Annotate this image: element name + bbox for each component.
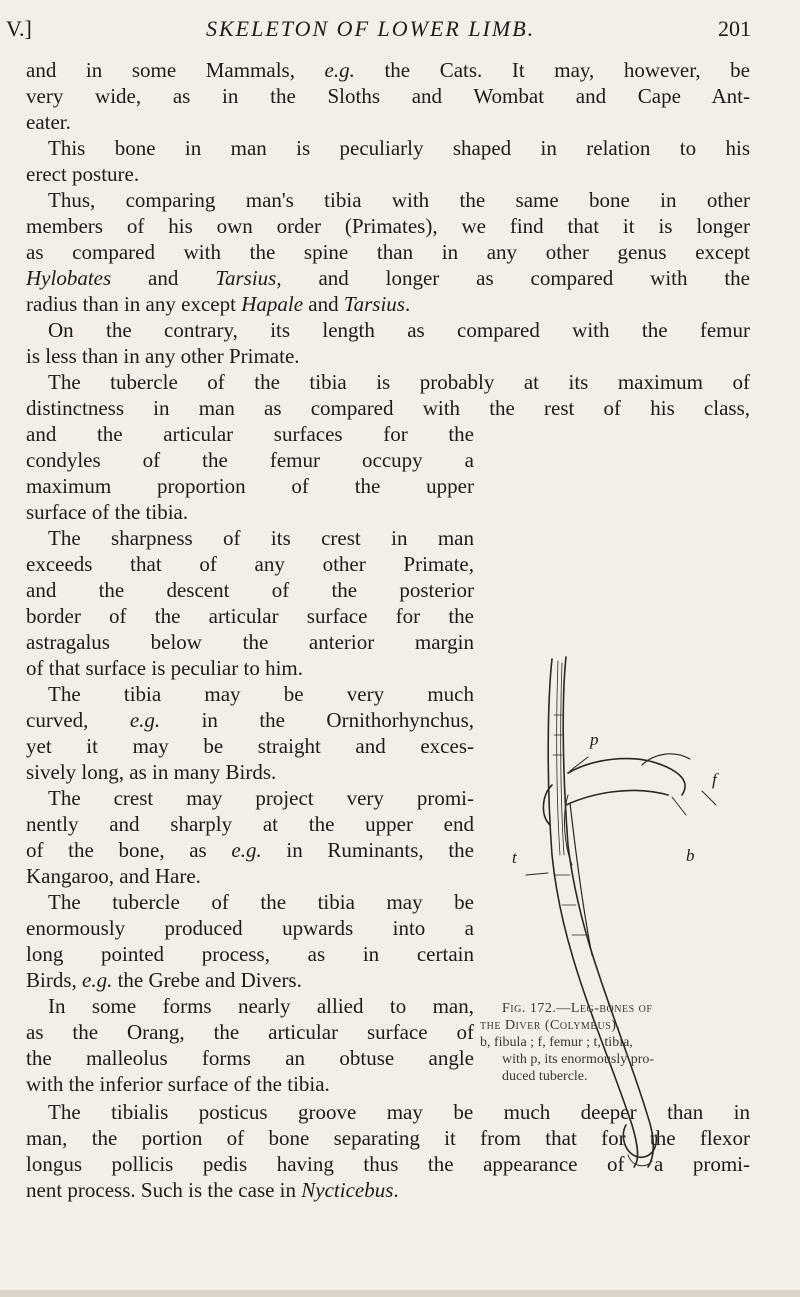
text-line — [26, 58, 750, 83]
text-run-italic: e.g. — [231, 838, 262, 862]
running-header — [6, 16, 751, 46]
text-run: in Ruminants, the — [261, 838, 474, 862]
text-line: The tibia may be very much — [48, 682, 474, 706]
running-title: SKELETON OF LOWER LIMB. — [206, 16, 536, 41]
section-number: V.] — [6, 16, 32, 41]
text-run-italic: Hylobates — [26, 266, 112, 290]
text-line: erect posture. — [26, 162, 140, 186]
text-line: distinctness in man as compared with the rest of his class, — [26, 396, 750, 420]
text-line — [26, 838, 474, 863]
text-line: and the articular surfaces for the — [26, 422, 474, 446]
text-line: as compared with the spine than in any other genus except — [26, 240, 750, 264]
text-run-italic: Tarsius — [343, 292, 405, 316]
caption-line: Fig. 172.—Leg-bones of — [502, 1001, 653, 1016]
femur-outline-bottom — [566, 790, 668, 805]
caption-line: with p, its enormously pro- — [502, 1052, 655, 1067]
text-run: of the bone, as — [26, 838, 232, 862]
text-line: eater. — [26, 110, 71, 134]
text-run: in the Ornithorhynchus, — [160, 708, 474, 732]
text-line: as the Orang, the articular surface of — [26, 1020, 474, 1044]
leg-bones-figure — [522, 640, 750, 1190]
page-edge — [0, 1290, 800, 1297]
text-run-italic: Hapale — [241, 292, 304, 316]
leader-line-b — [672, 797, 686, 815]
text-line — [26, 968, 474, 993]
text-line: The tubercle of the tibia may be — [48, 890, 474, 914]
text-line: members of his own order (Primates), we find that it is longer — [26, 214, 750, 238]
text-line — [26, 708, 474, 733]
text-run: . — [404, 292, 411, 316]
text-run: . — [393, 1178, 399, 1202]
text-line: Kangaroo, and Hare. — [26, 864, 201, 888]
knee-outline — [543, 785, 552, 825]
text-line: The tubercle of the tibia is probably at its maximum of — [48, 370, 750, 394]
text-line: The sharpness of its crest in man — [48, 526, 474, 550]
text-line: exceeds that of any other Primate, — [26, 552, 474, 576]
tibia-outline-right — [563, 657, 653, 1167]
text-run: Birds, — [26, 968, 83, 992]
text-line: enormously produced upwards into a — [26, 916, 474, 940]
text-line: yet it may be straight and exces- — [26, 734, 474, 758]
figure-label-b: b — [686, 846, 695, 865]
text-run: radius than in any except — [26, 292, 242, 316]
text-run-italic: Tarsius — [215, 266, 277, 290]
text-run: , and longer as compared with the — [276, 266, 750, 290]
figure-label-f: f — [712, 770, 717, 789]
text-line: is less than in any other Primate. — [26, 344, 300, 368]
text-line: The tibialis posticus groove may be much deeper than in — [48, 1100, 750, 1124]
text-line: border of the articular surface for the — [26, 604, 474, 628]
text-line — [26, 266, 750, 291]
text-line: the malleolus forms an obtuse angle — [26, 1046, 474, 1070]
text-line: long pointed process, as in certain — [26, 942, 474, 966]
femur-end — [642, 754, 690, 765]
text-line: On the contrary, its length as compared with the femur — [48, 318, 750, 342]
tibia-hatching — [557, 661, 560, 855]
text-run-italic: e.g. — [82, 968, 113, 992]
figure-label-t: t — [512, 848, 517, 867]
text-line: This bone in man is peculiarly shaped in relation to his — [48, 136, 750, 160]
text-run-italic: Nycticebus — [301, 1178, 394, 1202]
figure-label-p: p — [590, 730, 599, 749]
text-line — [26, 292, 750, 317]
shaft-hatching — [553, 715, 586, 935]
femur-outline-top — [568, 759, 685, 795]
leader-line-f — [702, 791, 716, 805]
text-line: Thus, comparing man's tibia with the same bone in other — [48, 188, 750, 212]
caption-line: b, fibula ; f, femur ; t, tibia, — [480, 1035, 633, 1050]
text-line: man, the portion of bone separating it from that for the flexor — [26, 1126, 750, 1150]
text-run: curved, — [26, 708, 130, 732]
text-line: longus pollicis pedis having thus the appearance of a promi- — [26, 1152, 750, 1176]
caption-line: duced tubercle. — [502, 1069, 588, 1084]
text-run-italic: e.g. — [129, 708, 161, 732]
text-run: and — [303, 292, 344, 316]
text-run: the Grebe and Divers. — [112, 968, 302, 992]
text-run: and in some Mammals, — [26, 58, 325, 82]
text-run: and — [111, 266, 216, 290]
text-line: with the inferior surface of the tibia. — [26, 1072, 330, 1096]
text-line: The crest may project very promi- — [48, 786, 474, 810]
leader-line-p — [570, 757, 588, 771]
text-run: the Cats. It may, however, be — [354, 58, 750, 82]
text-line: very wide, as in the Sloths and Wombat and Cape Ant- — [26, 84, 750, 108]
text-line: and the descent of the posterior — [26, 578, 474, 602]
text-line: astragalus below the anterior margin — [26, 630, 474, 654]
page-number: 201 — [718, 16, 751, 41]
text-line: nently and sharply at the upper end — [26, 812, 474, 836]
caption-line: the Diver (Colymbus). — [480, 1018, 621, 1033]
figure-caption — [480, 1000, 780, 1085]
text-run-italic: e.g. — [324, 58, 355, 82]
text-line: In some forms nearly allied to man, — [48, 994, 474, 1018]
text-line: of that surface is peculiar to him. — [26, 656, 303, 680]
leader-line-t — [526, 873, 548, 875]
text-line: sively long, as in many Birds. — [26, 760, 277, 784]
text-run: nent process. Such is the case in — [26, 1178, 302, 1202]
text-line: maximum proportion of the upper — [26, 474, 474, 498]
text-line: surface of the tibia. — [26, 500, 189, 524]
text-line: condyles of the femur occupy a — [26, 448, 474, 472]
